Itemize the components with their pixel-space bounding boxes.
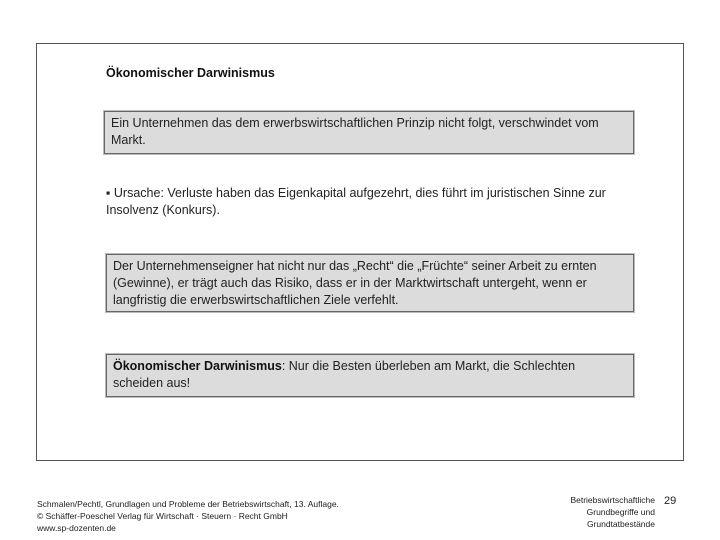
footer-website-link[interactable]: www.sp-dozenten.de: [37, 523, 116, 533]
footer-section-line-3: Grundtatbestände: [586, 519, 655, 529]
statement-text: Ein Unternehmen das dem erwerbswirtschaftlichen Prinzip nicht folgt, verschwindet vom Markt.: [111, 116, 599, 147]
cause-bullet: ▪ Ursache: Verluste haben das Eigenkapital aufgezehrt, dies führt im juristischen Sinne zur Insolvenz (Konkurs).: [106, 186, 606, 217]
footer-citation: Schmalen/Pechtl, Grundlagen und Probleme der Betriebswirtschaft, 13. Auflage.: [37, 499, 339, 509]
footer-citation-block: [37, 498, 339, 534]
footer-section-title: [570, 494, 655, 530]
darwinism-definition: : Nur die Besten überleben am Markt, die Schlechten scheiden aus!: [113, 359, 576, 390]
slide-heading: Ökonomischer Darwinismus: [106, 66, 275, 80]
page-number: 29: [664, 495, 677, 507]
owner-risk-box: [106, 254, 634, 312]
footer-publisher: © Schäffer-Poeschel Verlag für Wirtschaft · Steuern · Recht GmbH: [37, 511, 288, 521]
owner-risk-text: Der Unternehmenseigner hat nicht nur das „Recht“ die „Früchte“ seiner Arbeit zu ernten (Gewinne), er trägt auch das Risiko, dass er in der Marktwirtschaft untergeht, wenn er langfristig die erwerbswirtschaftlichen Ziele verfehlt.: [113, 259, 597, 307]
darwinism-summary-box: [106, 354, 634, 397]
slide-frame: [36, 43, 684, 461]
footer-section-line-2: Grundbegriffe und: [586, 507, 655, 517]
darwinism-term: Ökonomischer Darwinismus: [113, 359, 282, 373]
footer-section-line-1: Betriebswirtschaftliche: [570, 495, 655, 505]
statement-box: [104, 111, 634, 154]
